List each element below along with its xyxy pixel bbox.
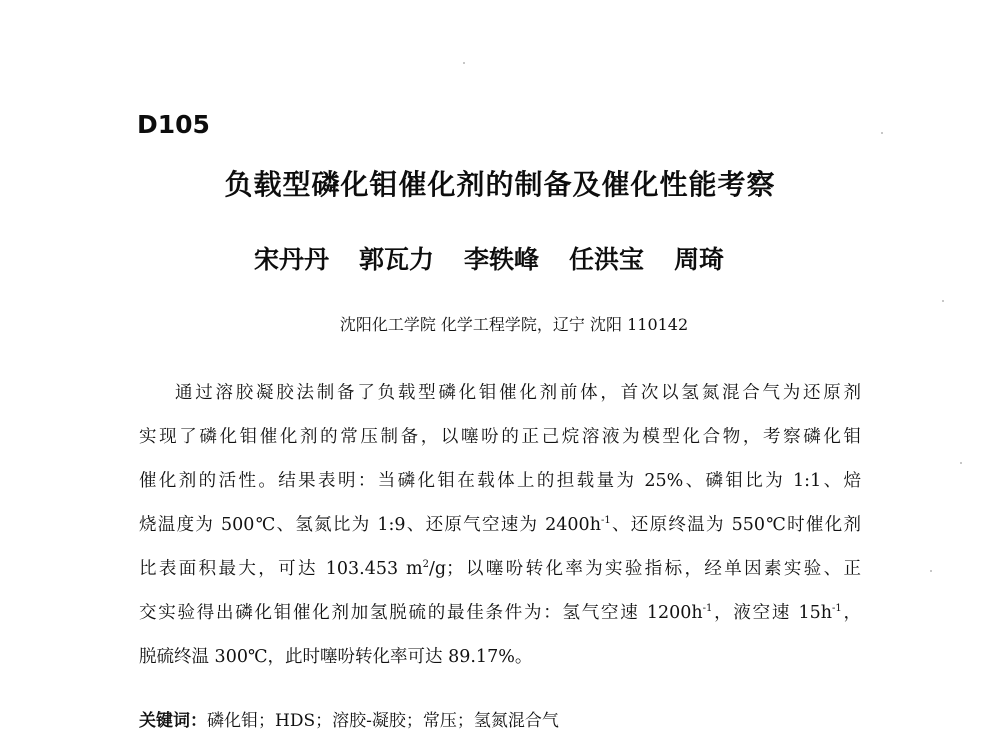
superscript: -1 [600,515,611,526]
scan-speck [881,132,883,134]
keywords-text: 磷化钼；HDS；溶胶-凝胶；常压；氢氮混合气 [207,711,559,731]
abstract-text: 比表面积最大，可达 103.453 m [139,559,423,579]
abstract-line: 通过溶胶凝胶法制备了负载型磷化钼催化剂前体，首次以氢氮混合气为还原剂 [175,383,861,403]
abstract-body [139,371,861,679]
affiliation: 沈阳化工学院 化学工程学院，辽宁 沈阳 110142 [339,315,689,334]
abstract-line [139,547,861,591]
keywords-label: 关键词： [139,711,207,731]
abstract-line: 脱硫终温 300℃，此时噻吩转化率可达 89.17%。 [139,647,533,667]
abstract-text: 交实验得出磷化钼催化剂加氢脱硫的最佳条件为：氢气空速 1200h [139,603,703,623]
keywords [139,706,559,731]
superscript: 2 [422,559,430,570]
scan-speck [942,300,944,302]
superscript: -1 [832,603,842,614]
scan-speck [930,570,932,572]
abstract-text: ， [841,603,862,623]
abstract-text: /g；以噻吩转化率为实验指标，经单因素实验、正 [429,559,861,579]
scan-speck [463,62,465,64]
author-name: 郭瓦力 [359,245,435,274]
abstract-line [139,503,861,547]
abstract-text: ，液空速 15h [712,603,832,623]
document-code: D105 [137,110,210,139]
author-name: 任洪宝 [569,245,645,274]
author-list [254,240,724,276]
scan-speck [960,462,962,464]
author-name: 宋丹丹 [254,245,330,274]
abstract-line: 实现了磷化钼催化剂的常压制备，以噻吩的正己烷溶液为模型化合物，考察磷化钼 [139,427,861,447]
author-name: 周琦 [674,245,725,274]
author-name: 李轶峰 [464,245,540,274]
abstract-text: 、还原终温为 550℃时催化剂 [610,515,861,535]
paper-title: 负载型磷化钼催化剂的制备及催化性能考察 [224,168,776,201]
abstract-text: 烧温度为 500℃、氢氮比为 1:9、还原气空速为 2400h [139,515,601,535]
superscript: -1 [702,603,713,614]
abstract-line: 催化剂的活性。结果表明：当磷化钼在载体上的担载量为 25%、磷钼比为 1:1、焙 [139,471,861,491]
abstract-line [139,591,861,635]
